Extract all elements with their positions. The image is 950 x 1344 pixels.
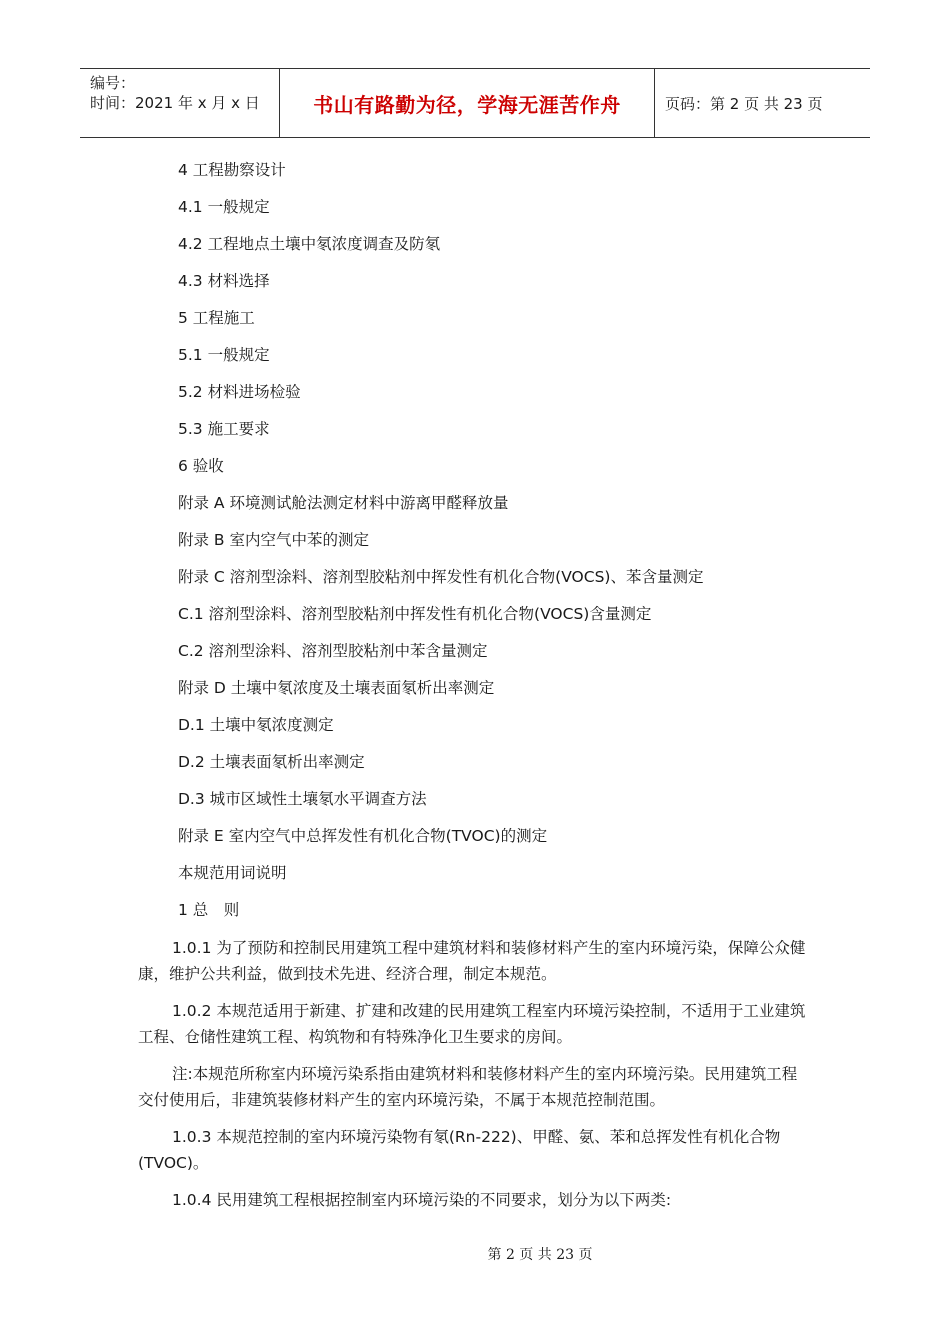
toc-item: 附录 B 室内空气中苯的测定 xyxy=(178,531,369,549)
document-body xyxy=(138,152,808,1224)
paragraph: 1.0.2 本规范适用于新建、扩建和改建的民用建筑工程室内环境污染控制，不适用于工业建筑工程、仓储性建筑工程、构筑物和有特殊净化卫生要求的房间。 xyxy=(138,1002,806,1046)
page-header xyxy=(80,68,870,138)
toc-item: D.3 城市区域性土壤氡水平调查方法 xyxy=(178,790,427,808)
paragraph: 1.0.4 民用建筑工程根据控制室内环境污染的不同要求，划分为以下两类: xyxy=(172,1191,672,1209)
toc-item: 附录 C 溶剂型涂料、溶剂型胶粘剂中挥发性有机化合物(VOCS)、苯含量测定 xyxy=(178,568,704,586)
header-meta xyxy=(80,69,280,137)
table-of-contents xyxy=(138,152,808,929)
toc-item: 4 工程勘察设计 xyxy=(178,161,286,179)
toc-item: 5.1 一般规定 xyxy=(178,346,270,364)
paragraph: 1.0.3 本规范控制的室内环境污染物有氡(Rn-222)、甲醛、氨、苯和总挥发性有机化合物(TVOC)。 xyxy=(138,1128,781,1172)
header-page-info: 页码：第 2 页 共 23 页 xyxy=(665,94,823,113)
toc-item: 5.3 施工要求 xyxy=(178,420,270,438)
toc-item: 4.2 工程地点土壤中氡浓度调查及防氡 xyxy=(178,235,441,253)
toc-item: 附录 E 室内空气中总挥发性有机化合物(TVOC)的测定 xyxy=(178,827,548,845)
toc-item: 6 验收 xyxy=(178,457,224,475)
toc-item: 4.1 一般规定 xyxy=(178,198,270,216)
toc-item: C.1 溶剂型涂料、溶剂型胶粘剂中挥发性有机化合物(VOCS)含量测定 xyxy=(178,605,652,623)
toc-item: D.1 土壤中氡浓度测定 xyxy=(178,716,334,734)
toc-item: 5.2 材料进场检验 xyxy=(178,383,301,401)
toc-item: C.2 溶剂型涂料、溶剂型胶粘剂中苯含量测定 xyxy=(178,642,488,660)
paragraph-note: 注:本规范所称室内环境污染系指由建筑材料和装修材料产生的室内环境污染。民用建筑工程交付使用后，非建筑装修材料产生的室内环境污染，不属于本规范控制范围。 xyxy=(138,1065,798,1109)
toc-item: 本规范用词说明 xyxy=(178,864,287,882)
document-time: 时间：2021 年 x 月 x 日 xyxy=(90,94,260,112)
paragraph: 1.0.1 为了预防和控制民用建筑工程中建筑材料和装修材料产生的室内环境污染，保障公众健康，维护公共利益，做到技术先进、经济合理，制定本规范。 xyxy=(138,939,806,983)
toc-item: 5 工程施工 xyxy=(178,309,255,327)
toc-item: 4.3 材料选择 xyxy=(178,272,270,290)
toc-item: 附录 A 环境测试舱法测定材料中游离甲醛释放量 xyxy=(178,494,509,512)
page-footer: 第 2 页 共 23 页 xyxy=(487,1247,593,1263)
toc-item: D.2 土壤表面氡析出率测定 xyxy=(178,753,365,771)
body-paragraphs xyxy=(138,935,808,1213)
header-motto: 书山有路勤为径，学海无涯苦作舟 xyxy=(280,69,655,137)
section-heading: 1 总 则 xyxy=(178,901,240,919)
toc-item: 附录 D 土壤中氡浓度及土壤表面氡析出率测定 xyxy=(178,679,495,697)
document-number-label: 编号： xyxy=(90,74,136,92)
